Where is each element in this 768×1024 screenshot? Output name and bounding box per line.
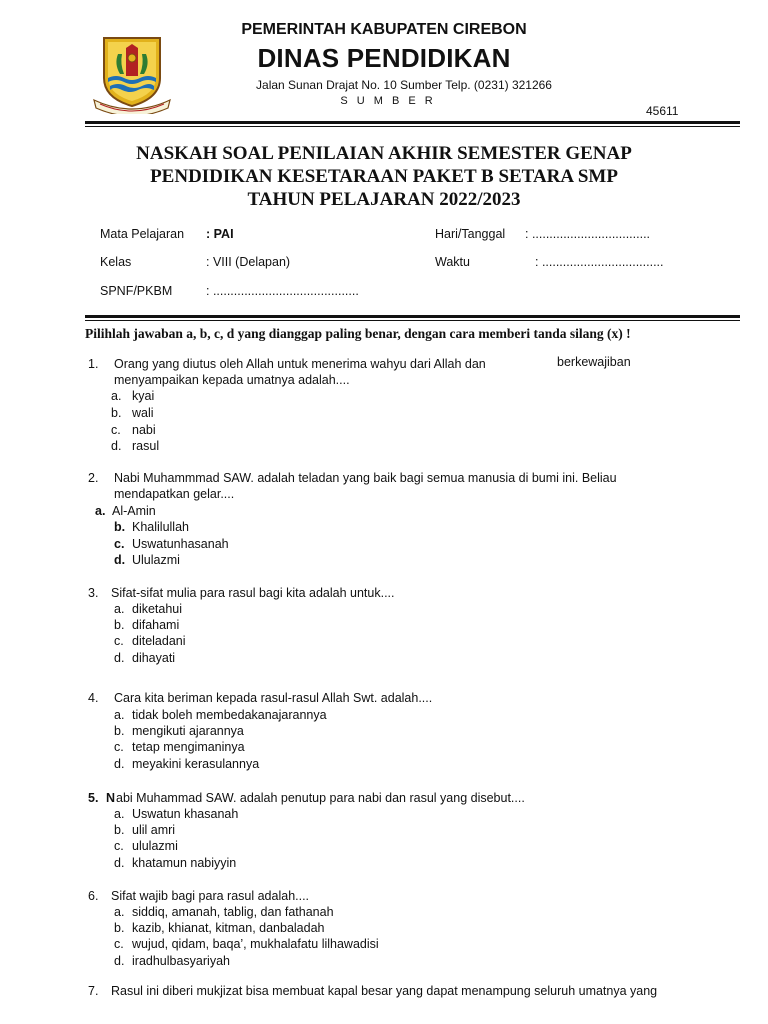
option-letter: d. — [114, 856, 125, 870]
option-text: wujud, qidam, baqa’, mukhalafatu lilhawadisi — [132, 937, 379, 951]
option-letter: c. — [114, 740, 124, 754]
exam-title-line1: NASKAH SOAL PENILAIAN AKHIR SEMESTER GENAP — [136, 143, 632, 164]
option-letter: c. — [114, 537, 125, 551]
date-value: : .................................. — [525, 227, 651, 241]
option-text: wali — [132, 406, 154, 420]
option-text: kyai — [132, 389, 155, 403]
option-text: tetap mengimaninya — [132, 740, 245, 754]
question-text: Nabi Muhammmad SAW. adalah teladan yang baik bagi semua manusia di bumi ini. Beliau — [114, 471, 617, 485]
option-letter: b. — [114, 823, 125, 837]
exam-title-line2: PENDIDIKAN KESETARAAN PAKET B SETARA SMP — [150, 166, 618, 187]
option-letter: b. — [114, 618, 125, 632]
option-text: tidak boleh membedakanajarannya — [132, 708, 327, 722]
option-letter: d. — [114, 651, 125, 665]
class-label: Kelas — [100, 255, 132, 269]
option-text: ululazmi — [132, 839, 178, 853]
subject-value: : PAI — [206, 227, 234, 241]
option-letter: c. — [114, 937, 124, 951]
option-letter: c. — [114, 839, 124, 853]
time-value: : ................................... — [535, 255, 664, 269]
school-label: SPNF/PKBM — [100, 284, 173, 298]
date-label: Hari/Tanggal — [435, 227, 506, 241]
header-city: S U M B E R — [340, 95, 436, 107]
question-text: Rasul ini diberi mukjizat bisa membuat kapal besar yang dapat menampung seluruh umatnya yang — [111, 984, 658, 998]
option-text: meyakini kerasulannya — [132, 757, 260, 771]
option-letter: b. — [114, 520, 126, 534]
option-text: dihayati — [132, 651, 176, 665]
subject-label: Mata Pelajaran — [100, 227, 185, 241]
option-text: nabi — [132, 423, 156, 437]
option-text: Ululazmi — [132, 553, 180, 567]
header-agency-name: DINAS PENDIDIKAN — [257, 43, 511, 73]
exam-title-line3: TAHUN PELAJARAN 2022/2023 — [247, 189, 521, 210]
meta-divider-thin — [85, 320, 740, 321]
option-text: rasul — [132, 439, 160, 453]
option-text: Uswatun khasanah — [132, 807, 239, 821]
option-letter: b. — [114, 724, 125, 738]
meta-divider-thick — [85, 315, 740, 318]
option-letter: a. — [114, 708, 125, 722]
option-text: kazib, khianat, kitman, danbaladah — [132, 921, 325, 935]
postal-code: 45611 — [646, 104, 679, 118]
option-text: ulil amri — [132, 823, 176, 837]
option-letter: a. — [114, 602, 125, 616]
option-letter: d. — [114, 954, 125, 968]
question-text: abi Muhammad SAW. adalah penutup para nabi dan rasul yang disebut.... — [116, 791, 525, 805]
option-letter: a. — [114, 905, 125, 919]
header-government-name: PEMERINTAH KABUPATEN CIREBON — [241, 21, 527, 38]
option-letter: c. — [111, 423, 121, 437]
option-text: iradhulbasyariyah — [132, 954, 230, 968]
option-letter: b. — [114, 921, 125, 935]
question-text: Sifat wajib bagi para rasul adalah.... — [111, 889, 310, 903]
question-text: Sifat-sifat mulia para rasul bagi kita adalah untuk.... — [111, 586, 395, 600]
question-number: 2. — [88, 471, 99, 485]
question-number: 3. — [88, 586, 99, 600]
option-letter: a. — [111, 389, 122, 403]
option-letter: d. — [114, 553, 126, 567]
school-value: : .......................................... — [206, 284, 359, 298]
option-text: difahami — [132, 618, 180, 632]
option-text: siddiq, amanah, tablig, dan fathanah — [132, 905, 334, 919]
question-first-letter: N — [106, 791, 116, 805]
option-letter: c. — [114, 634, 124, 648]
option-letter: a. — [95, 504, 106, 518]
option-text: mengikuti ajarannya — [132, 724, 244, 738]
time-label: Waktu — [435, 255, 470, 269]
question-number: 4. — [88, 691, 99, 705]
question-text: Cara kita beriman kepada rasul-rasul Allah Swt. adalah.... — [114, 691, 433, 705]
header-divider-thick — [85, 121, 740, 124]
header-divider-thin — [85, 126, 740, 127]
option-text: Al-Amin — [112, 504, 156, 518]
question-text: menyampaikan kepada umatnya adalah.... — [114, 373, 350, 387]
exam-instruction: Pilihlah jawaban a, b, c, d yang dianggap paling benar, dengan cara memberi tanda silang (x) ! — [85, 326, 631, 341]
option-letter: d. — [111, 439, 122, 453]
option-text: diketahui — [132, 602, 183, 616]
question-number: 1. — [88, 357, 99, 371]
class-value: : VIII (Delapan) — [206, 255, 291, 269]
option-text: Khalilullah — [132, 520, 189, 534]
header-address: Jalan Sunan Drajat No. 10 Sumber Telp. (0231) 321266 — [256, 78, 552, 92]
question-text: Orang yang diutus oleh Allah untuk menerima wahyu dari Allah dan — [114, 357, 486, 371]
question-number: 5. — [88, 791, 99, 805]
option-text: diteladani — [132, 634, 186, 648]
option-text: khatamun nabiyyin — [132, 856, 237, 870]
option-letter: b. — [111, 406, 122, 420]
option-text: Uswatunhasanah — [132, 537, 229, 551]
question-number: 7. — [88, 984, 99, 998]
question-text: berkewajiban — [557, 355, 631, 369]
option-letter: a. — [114, 807, 125, 821]
question-number: 6. — [88, 889, 99, 903]
question-text: mendapatkan gelar.... — [114, 487, 235, 501]
option-letter: d. — [114, 757, 125, 771]
